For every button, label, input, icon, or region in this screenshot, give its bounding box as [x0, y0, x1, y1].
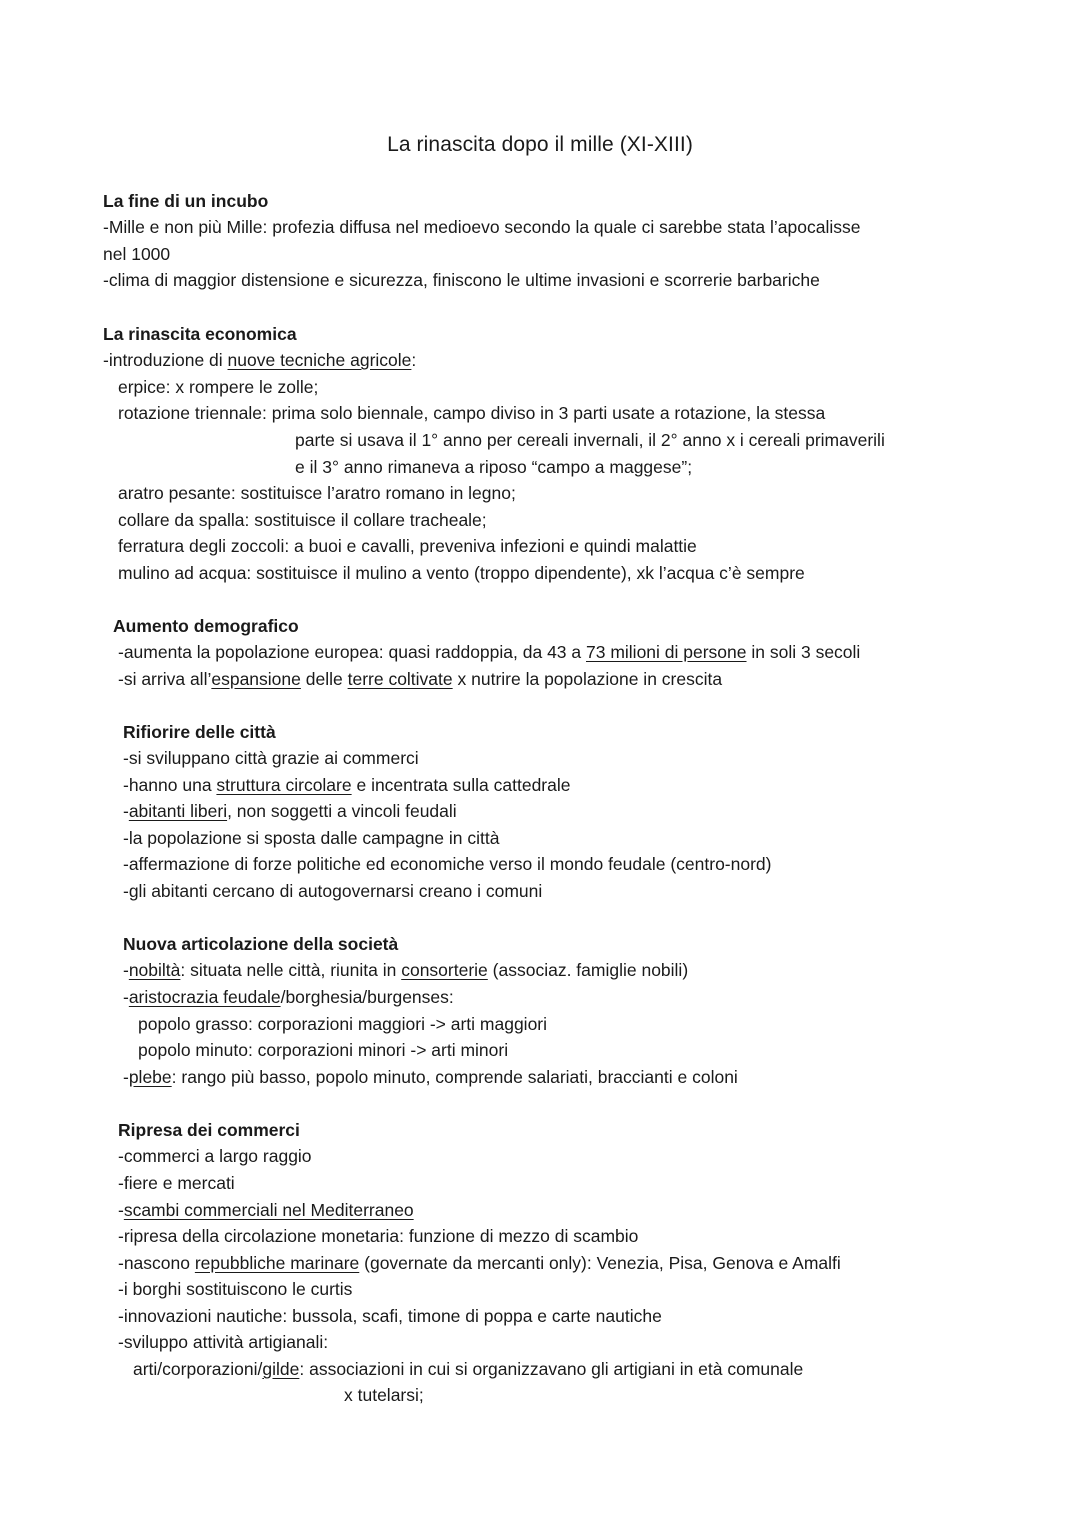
underlined-text: espansione — [211, 669, 301, 689]
text-line — [133, 1356, 803, 1382]
underlined-text: terre coltivate — [347, 669, 453, 689]
text-line — [118, 1276, 352, 1302]
underlined-text: plebe — [128, 1067, 172, 1087]
underlined-text: 73 milioni di persone — [586, 642, 747, 662]
text-line — [138, 1037, 508, 1063]
text-segment: arti/corporazioni/ — [133, 1359, 263, 1379]
section-heading — [118, 1117, 300, 1143]
text-segment: -innovazioni nautiche: bussola, scafi, timone di poppa e carte nautiche — [118, 1306, 662, 1326]
text-segment: popolo grasso: corporazioni maggiori -> arti maggiori — [138, 1014, 548, 1034]
text-line — [295, 427, 885, 453]
text-segment: -commerci a largo raggio — [118, 1146, 312, 1166]
text-line — [118, 1143, 312, 1169]
text-line — [123, 957, 688, 983]
text-line — [118, 639, 860, 665]
text-segment: : — [411, 350, 417, 370]
text-line — [118, 480, 516, 506]
underlined-text: scambi commerciali nel Mediterraneo — [123, 1200, 414, 1220]
underlined-text: aristocrazia feudale — [128, 987, 281, 1007]
text-line — [123, 878, 542, 904]
text-segment: aratro pesante: sostituisce l’aratro romano in legno; — [118, 483, 516, 503]
text-line — [118, 1329, 328, 1355]
text-line — [123, 851, 772, 877]
text-line — [123, 772, 571, 798]
text-segment: -sviluppo attività artigianali: — [118, 1332, 329, 1352]
text-line — [123, 798, 457, 824]
text-line — [118, 1197, 414, 1223]
text-line — [118, 400, 825, 426]
text-segment: delle — [300, 669, 348, 689]
text-line — [344, 1382, 424, 1408]
text-line — [103, 214, 860, 240]
text-segment: Nuova articolazione della società — [123, 934, 399, 954]
text-segment: (governate da mercanti only): Venezia, Pisa, Genova e Amalfi — [359, 1253, 841, 1273]
text-segment: Ripresa dei commerci — [118, 1120, 300, 1140]
text-segment: collare da spalla: sostituisce il collare tracheale; — [118, 510, 487, 530]
section-heading — [103, 321, 297, 347]
text-segment: -hanno una — [123, 775, 217, 795]
text-segment: rotazione triennale: prima solo biennale, campo diviso in 3 parti usate a rotazione, la stessa — [118, 403, 826, 423]
text-line — [118, 666, 722, 692]
text-segment: -affermazione di forze politiche ed economiche verso il mondo feudale (centro-nord) — [123, 854, 772, 874]
text-line — [118, 560, 805, 586]
text-segment: e il 3° anno rimaneva a riposo “campo a maggese”; — [295, 457, 693, 477]
text-segment: - — [123, 960, 129, 980]
text-segment: erpice: x rompere le zolle; — [118, 377, 319, 397]
text-segment: -i borghi sostituiscono le curtis — [118, 1279, 353, 1299]
text-line — [123, 825, 499, 851]
text-segment: - — [123, 1067, 129, 1087]
underlined-text: nobiltà — [128, 960, 181, 980]
text-line — [118, 1170, 235, 1196]
text-segment: : situata nelle città, riunita in — [180, 960, 402, 980]
text-segment: -ripresa della circolazione monetaria: funzione di mezzo di scambio — [118, 1226, 639, 1246]
text-segment: - — [123, 987, 129, 1007]
text-segment: : associazioni in cui si organizzavano gli artigiani in età comunale — [299, 1359, 804, 1379]
page-title: La rinascita dopo il mille (XI-XIII) — [387, 133, 693, 156]
text-segment: -nascono — [118, 1253, 195, 1273]
section-heading — [103, 188, 268, 214]
text-segment: -si arriva all’ — [118, 669, 212, 689]
section-heading — [123, 931, 398, 957]
text-segment: La rinascita economica — [103, 324, 297, 344]
text-line — [118, 507, 487, 533]
text-line — [103, 347, 416, 373]
text-line — [118, 1223, 638, 1249]
text-segment: mulino ad acqua: sostituisce il mulino a vento (troppo dipendente), xk l’acqua c’è sempre — [118, 563, 805, 583]
text-segment: : rango più basso, popolo minuto, comprende salariati, braccianti e coloni — [171, 1067, 738, 1087]
section-heading — [113, 613, 299, 639]
section-heading — [123, 719, 276, 745]
text-segment: ferratura degli zoccoli: a buoi e cavalli, preveniva infezioni e quindi malattie — [118, 536, 697, 556]
text-segment: -si sviluppano città grazie ai commerci — [123, 748, 419, 768]
text-line — [123, 745, 419, 771]
text-segment: popolo minuto: corporazioni minori -> arti minori — [138, 1040, 509, 1060]
text-segment: - — [118, 1200, 124, 1220]
text-segment: /borghesia/burgenses: — [280, 987, 454, 1007]
underlined-text: repubbliche marinare — [194, 1253, 360, 1273]
text-segment: La fine di un incubo — [103, 191, 269, 211]
text-segment: parte si usava il 1° anno per cereali invernali, il 2° anno x i cereali primaverili — [295, 430, 885, 450]
underlined-text: struttura circolare — [216, 775, 352, 795]
text-segment: nel 1000 — [103, 244, 171, 264]
text-line — [118, 1303, 662, 1329]
text-line — [118, 374, 318, 400]
underlined-text: nuove tecniche agricole — [227, 350, 412, 370]
text-segment: -la popolazione si sposta dalle campagne in città — [123, 828, 500, 848]
underlined-text: gilde — [262, 1359, 300, 1379]
text-segment: x nutrire la popolazione in crescita — [452, 669, 723, 689]
underlined-text: consorterie — [401, 960, 488, 980]
text-segment: - — [123, 801, 129, 821]
text-line — [295, 454, 692, 480]
text-segment: -gli abitanti cercano di autogovernarsi creano i comuni — [123, 881, 543, 901]
text-segment: x tutelarsi; — [344, 1385, 424, 1405]
underlined-text: abitanti liberi — [128, 801, 228, 821]
text-segment: e incentrata sulla cattedrale — [351, 775, 571, 795]
text-line — [118, 533, 697, 559]
text-segment: , non soggetti a vincoli feudali — [227, 801, 457, 821]
text-segment: -fiere e mercati — [118, 1173, 235, 1193]
text-line — [123, 984, 454, 1010]
text-segment: (associaz. famiglie nobili) — [487, 960, 689, 980]
text-segment: -clima di maggior distensione e sicurezza, finiscono le ultime invasioni e scorrerie barbariche — [103, 270, 820, 290]
text-line — [123, 1064, 738, 1090]
text-segment: Rifiorire delle città — [123, 722, 276, 742]
text-line — [138, 1011, 547, 1037]
text-segment: Aumento demografico — [113, 616, 299, 636]
text-segment: -introduzione di — [103, 350, 228, 370]
text-segment: -aumenta la popolazione europea: quasi raddoppia, da 43 a — [118, 642, 586, 662]
text-line — [103, 241, 170, 267]
text-line — [103, 267, 820, 293]
text-segment: in soli 3 secoli — [746, 642, 861, 662]
text-segment: -Mille e non più Mille: profezia diffusa nel medioevo secondo la quale ci sarebbe stata l’apocalisse — [103, 217, 861, 237]
text-line — [118, 1250, 841, 1276]
